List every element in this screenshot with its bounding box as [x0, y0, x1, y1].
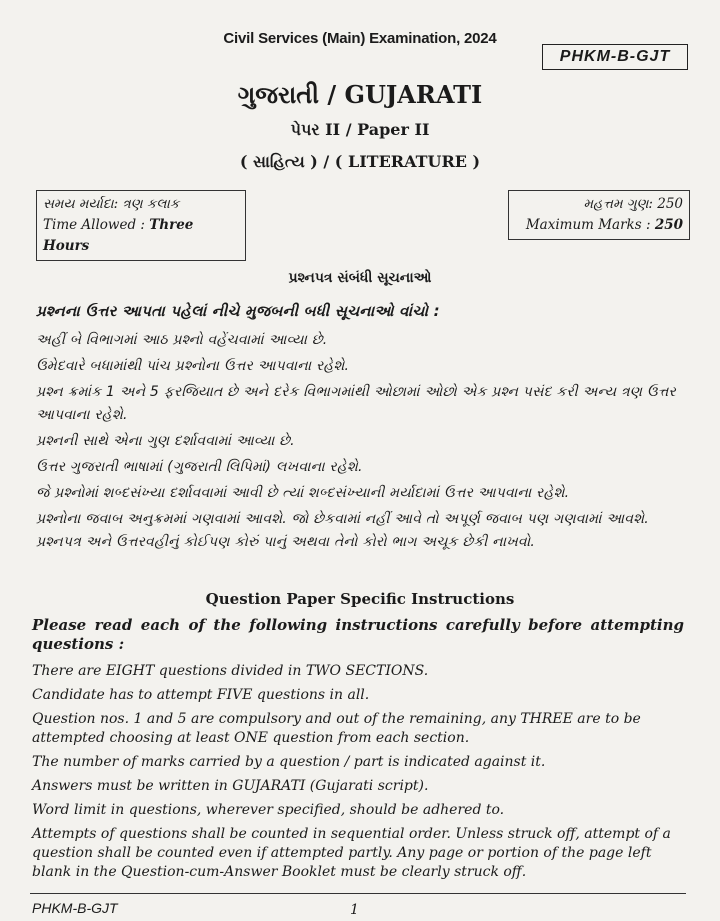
footer-divider	[30, 893, 686, 894]
gujarati-instruction-line: પ્રશ્નની સાથે એના ગુણ દર્શાવવામાં આવ્યા છે.	[36, 433, 295, 449]
english-instruction-line: Question nos. 1 and 5 are compulsory and out of the remaining, any THREE are to be attempted choosing at least ONE question from each section.	[32, 711, 641, 746]
english-instruction-line: Attempts of questions shall be counted in sequential order. Unless struck off, attempt of a question shall be counted even if attempted partly. Any page or portion of the page left blank in the Question-cum-Answer Booklet must be clearly struck off.	[32, 826, 671, 880]
english-instruction-line: Candidate has to attempt FIVE questions in all.	[32, 687, 370, 703]
gujarati-instructions-list	[36, 300, 686, 557]
english-instructions-heading: Question Paper Specific Instructions	[205, 590, 515, 608]
paper-number: પેપર II / Paper II	[290, 120, 430, 139]
paper-code-box: PHKM-B-GJT	[542, 44, 688, 70]
gujarati-instruction-line: પ્રશ્નોના જવાબ અનુક્રમમાં ગણવામાં આવશે. જો છેકવામાં નહીં આવે તો અપૂર્ણ જવાબ પણ ગણવામાં આવશે. પ્રશ્નપત્ર અને ઉત્તરવહીનું કોઈપણ કોરું પાનું અથવા તેનો કોરો ભાગ અચૂક છેકી નાખવો.	[36, 511, 649, 550]
time-allowed-label: Time Allowed :	[43, 217, 150, 233]
gujarati-instruction-line: ઉત્તર ગુજરાતી ભાષામાં (ગુજરાતી લિપિમાં) લખવાના રહેશે.	[36, 459, 363, 475]
maximum-marks-value: 250	[654, 217, 683, 233]
maximum-marks-english	[515, 215, 683, 236]
time-allowed-box	[36, 190, 246, 261]
english-instruction-line: There are EIGHT questions divided in TWO SECTIONS.	[32, 663, 429, 679]
gujarati-instruction-line: ઉમેદવારે બધામાંથી પાંચ પ્રશ્નોના ઉત્તર આપવાના રહેશે.	[36, 358, 350, 374]
gujarati-instruction-line: અહીં બે વિભાગમાં આઠ પ્રશ્નો વહેંચવામાં આવ્યા છે.	[36, 332, 328, 348]
gujarati-instruction-line: જે પ્રશ્નોમાં શબ્દસંખ્યા દર્શાવવામાં આવી છે ત્યાં શબ્દસંખ્યાની મર્યાદામાં ઉત્તર આપવાના રહેશે.	[36, 485, 570, 501]
gujarati-instructions-heading: પ્રશ્નપત્ર સંબંધી સૂચનાઓ	[288, 270, 432, 286]
footer-paper-code: PHKM-B-GJT	[32, 900, 118, 916]
english-instruction-line: Answers must be written in GUJARATI (Gujarati script).	[32, 778, 429, 794]
english-instructions-list	[32, 616, 684, 887]
paper-section: ( સાહિત્ય ) / ( LITERATURE )	[239, 152, 481, 171]
exam-title: Civil Services (Main) Examination, 2024	[223, 30, 497, 47]
english-instruction-line: The number of marks carried by a question / part is indicated against it.	[32, 754, 546, 770]
gujarati-instruction-line: પ્રશ્નના ઉત્તર આપતા પહેલાં નીચે મુજબની બધી સૂચનાઓ વાંચો :	[36, 302, 440, 320]
time-allowed-english	[43, 215, 239, 257]
maximum-marks-gujarati: મહત્તમ ગુણ: 250	[583, 196, 683, 212]
page-number: 1	[350, 902, 359, 918]
english-instruction-line: Word limit in questions, wherever specified, should be adhered to.	[32, 802, 505, 818]
english-instruction-line: Please read each of the following instructions carefully before attempting questions :	[32, 616, 684, 653]
time-allowed-gujarati: સમય મર્યાદા: ત્રણ કલાક	[43, 196, 180, 212]
maximum-marks-box	[508, 190, 690, 240]
gujarati-instruction-line: પ્રશ્ન ક્રમાંક 1 અને 5 ફરજિયાત છે અને દરેક વિભાગમાંથી ઓછામાં ઓછો એક પ્રશ્ન પસંદ કરી અન્ય ત્રણ ઉત્તર આપવાના રહેશે.	[36, 384, 676, 423]
time-allowed-value: Three Hours	[43, 217, 194, 254]
maximum-marks-label: Maximum Marks :	[525, 217, 655, 233]
subject-title: ગુજરાતી / GUJARATI	[237, 80, 483, 109]
